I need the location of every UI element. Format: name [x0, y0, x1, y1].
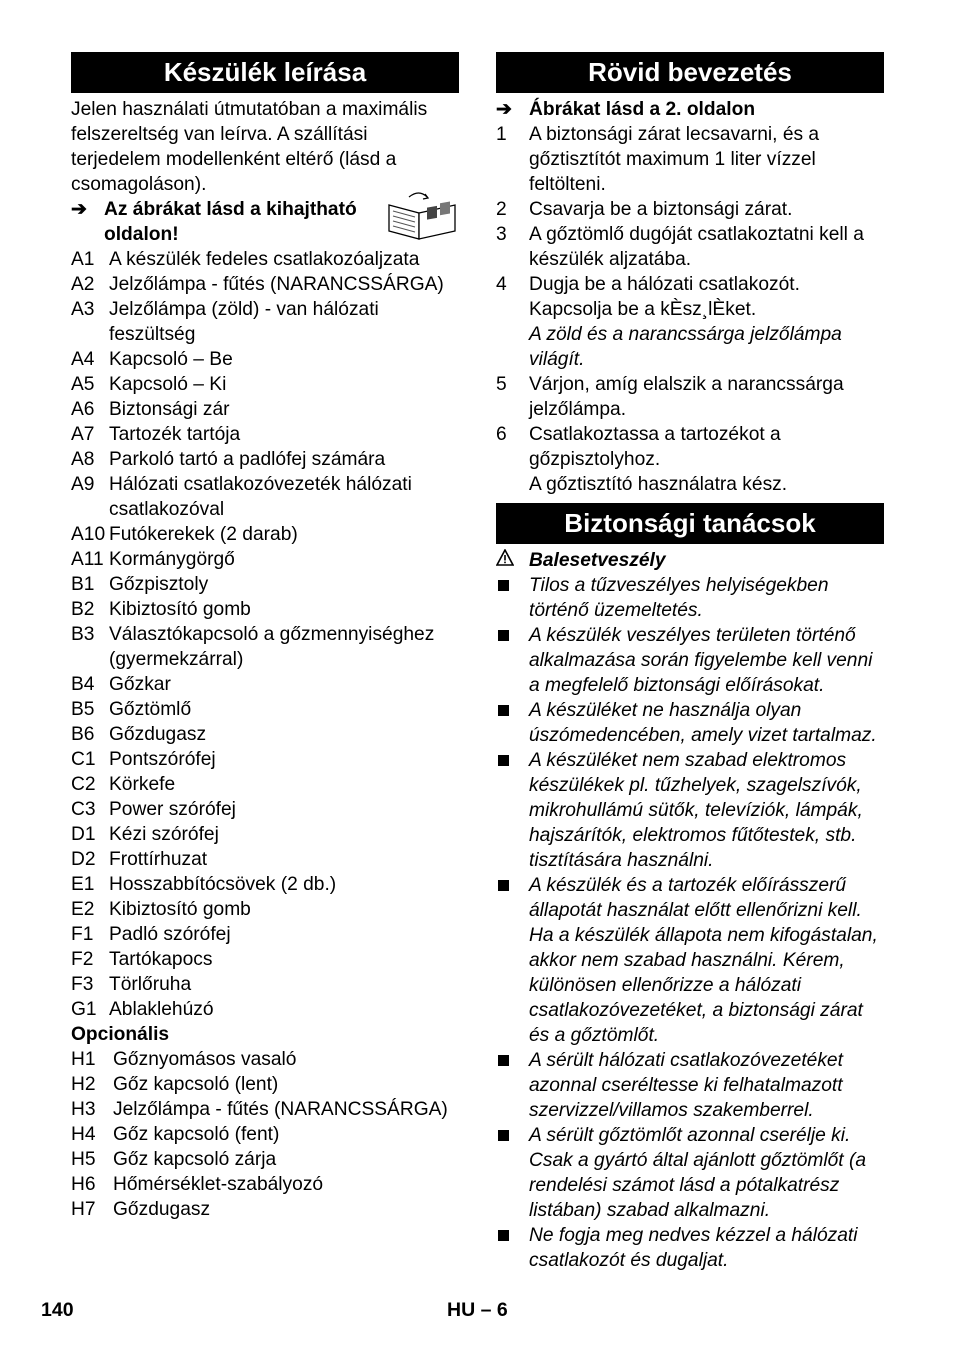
legend-item [71, 672, 459, 697]
legend-item [71, 547, 459, 572]
legend-item [71, 822, 459, 847]
legend-text: Kapcsoló – Ki [109, 374, 227, 395]
legend-code: A11 [71, 549, 104, 570]
legend-text: Gőztömlő [109, 699, 192, 720]
figure-note-right [496, 97, 884, 122]
legend-item [71, 572, 459, 597]
arrow-right-icon: ➔ [496, 99, 513, 120]
legend-text: Jelzőlámpa (zöld) - van hálózati feszültség [109, 299, 379, 345]
parts-legend [71, 247, 459, 1022]
legend-text: Hosszabbítócsövek (2 db.) [109, 874, 337, 895]
legend-text: Gőz kapcsoló (fent) [113, 1124, 280, 1145]
quick-start-steps [496, 122, 884, 497]
page-number: 140 [41, 1299, 74, 1321]
legend-item [71, 522, 459, 547]
legend-text: Kapcsoló – Be [109, 349, 233, 370]
legend-item [71, 622, 459, 672]
step-text: Kapcsolja be a kÈsz¸lÈket. [529, 299, 757, 320]
legend-code: H3 [71, 1099, 96, 1120]
step-text: A biztonsági zárat lecsavarni, és a gőztisztítót maximum 1 liter vízzel feltölteni. [529, 124, 820, 195]
figure-note-row [71, 197, 459, 247]
safety-bullet [496, 873, 884, 1048]
legend-code: D2 [71, 849, 96, 870]
legend-text: Tartozék tartója [109, 424, 241, 445]
legend-text: Power szórófej [109, 799, 236, 820]
warning-triangle-icon [496, 548, 529, 573]
step-body [529, 122, 884, 197]
step-note: A zöld és a narancssárga jelzőlámpa világít. [529, 324, 842, 370]
legend-code: B1 [71, 574, 95, 595]
legend-text: Frottírhuzat [109, 849, 208, 870]
legend-item [71, 372, 459, 397]
legend-code: C3 [71, 799, 96, 820]
step-body [529, 222, 884, 272]
legend-code: A4 [71, 349, 95, 370]
legend-item [71, 897, 459, 922]
optional-heading: Opcionális [71, 1024, 170, 1045]
step-number: 1 [496, 124, 507, 145]
legend-code: E1 [71, 874, 95, 895]
step-item [496, 272, 884, 372]
step-item [496, 197, 884, 222]
legend-text: Kormánygörgő [109, 549, 235, 570]
legend-code: B3 [71, 624, 95, 645]
legend-item [71, 972, 459, 997]
legend-code: B2 [71, 599, 95, 620]
legend-code: B4 [71, 674, 95, 695]
legend-item [71, 747, 459, 772]
step-item [496, 222, 884, 272]
step-text: Csatlakoztassa a tartozékot a gőzpisztolyhoz. [529, 424, 781, 470]
safety-bullet [496, 1223, 884, 1273]
legend-text: Kibiztosító gomb [109, 899, 251, 920]
bullet-square-icon [496, 1223, 529, 1273]
legend-item [71, 997, 459, 1022]
language-page-indicator: HU – 6 [447, 1299, 508, 1321]
legend-code: A9 [71, 474, 95, 495]
section-heading-safety: Biztonsági tanácsok [496, 503, 884, 544]
step-body [529, 197, 792, 222]
legend-item [71, 347, 459, 372]
legend-code: H2 [71, 1074, 96, 1095]
legend-text: Pontszórófej [109, 749, 216, 770]
safety-bullet-text: Tilos a tűzveszélyes helyiségekben történő üzemeltetés. [529, 575, 829, 621]
legend-code: A10 [71, 524, 106, 545]
bullet-square-icon [496, 1048, 529, 1123]
safety-bullet-text: A készülék veszélyes területen történő alkalmazása során figyelembe kell venni a megfelelő biztonsági előírásokat. [529, 625, 873, 696]
foldout-book-icon [385, 191, 459, 241]
legend-code: F2 [71, 949, 94, 970]
legend-code: H6 [71, 1174, 96, 1195]
legend-text: Gőz kapcsoló (lent) [113, 1074, 279, 1095]
legend-text: Padló szórófej [109, 924, 231, 945]
legend-text: Jelzőlámpa - fűtés (NARANCSSÁRGA) [113, 1099, 448, 1120]
legend-item [71, 272, 459, 297]
legend-text: Gőzkar [109, 674, 171, 695]
danger-label-text: Balesetveszély [529, 550, 666, 571]
legend-item [71, 722, 459, 747]
legend-item [71, 1122, 459, 1147]
legend-item [71, 397, 459, 422]
legend-code: A7 [71, 424, 95, 445]
legend-code: A2 [71, 274, 95, 295]
legend-text: Gőz kapcsoló zárja [113, 1149, 277, 1170]
safety-bullet-text: A sérült hálózati csatlakozóvezetéket azonnal cseréltesse ki felhatalmazott szervizzel/villamos szakemberrel. [529, 1050, 843, 1121]
legend-code: D1 [71, 824, 96, 845]
legend-code: H4 [71, 1124, 96, 1145]
legend-code: C1 [71, 749, 96, 770]
safety-bullet [496, 698, 884, 748]
legend-text: Gőzdugasz [113, 1199, 211, 1220]
legend-item [71, 872, 459, 897]
legend-text: Gőznyomásos vasaló [113, 1049, 297, 1070]
legend-code: A8 [71, 449, 95, 470]
legend-text: Gőzdugasz [109, 724, 207, 745]
legend-item [71, 1072, 459, 1097]
legend-code: H1 [71, 1049, 96, 1070]
safety-bullet-text: A készülék és a tartozék előírásszerű állapotát használat előtt ellenőrizni kell. Ha a készülék állapota nem kifogástalan, akkor nem szabad használni. Kérem, különösen ellenőrizze a hálózati csatlakozóvezetéket, a biztonsági zárat és a gőztömlőt. [529, 875, 878, 1046]
safety-bullet-text: A készüléket nem szabad elektromos készülékek pl. tűzhelyek, szagelszívók, mikrohullámú sütők, televíziók, lámpák, hajszárítók, elektromos fűtőtestek, stb. tisztítására használni. [529, 750, 863, 871]
step-number: 4 [496, 274, 507, 295]
legend-code: E2 [71, 899, 95, 920]
legend-item [71, 1197, 459, 1222]
legend-item [71, 1147, 459, 1172]
step-number: 3 [496, 224, 507, 245]
step-text: Dugja be a hálózati csatlakozót. [529, 274, 800, 295]
legend-code: F1 [71, 924, 94, 945]
safety-bullet-text: A készüléket ne használja olyan úszómedencében, amely vizet tartalmaz. [529, 700, 877, 746]
legend-text: Parkoló tartó a padlófej számára [109, 449, 386, 470]
safety-bullet [496, 1123, 884, 1223]
bullet-square-icon [496, 698, 529, 748]
step-body [529, 372, 884, 422]
legend-text: Gőzpisztoly [109, 574, 209, 595]
bullet-square-icon [496, 748, 529, 873]
legend-text: Törlőruha [109, 974, 192, 995]
step-text: A gőztisztító használatra kész. [529, 474, 788, 495]
legend-text: Hőmérséklet-szabályozó [113, 1174, 324, 1195]
legend-text: Jelzőlámpa - fűtés (NARANCSSÁRGA) [109, 274, 444, 295]
intro-paragraph: Jelen használati útmutatóban a maximális felszereltség van leírva. A szállítási terjedelem modellenként eltérő (lásd a csomagoláson). [71, 99, 428, 195]
right-column [496, 52, 884, 1273]
legend-item [71, 247, 459, 272]
legend-code: F3 [71, 974, 94, 995]
step-item [496, 372, 884, 422]
legend-code: A1 [71, 249, 95, 270]
figure-note [71, 197, 361, 247]
legend-code: G1 [71, 999, 97, 1020]
legend-item [71, 597, 459, 622]
figure-note-right-text: Ábrákat lásd a 2. oldalon [529, 99, 756, 120]
legend-text: Ablaklehúzó [109, 999, 214, 1020]
step-text: Csavarja be a biztonsági zárat. [529, 199, 793, 220]
safety-bullet-text: A sérült gőztömlőt azonnal cserélje ki. Csak a gyártó által ajánlott gőztömlőt (a rendelési számot lásd a pótalkatrész listában) szabad alkalmazni. [529, 1125, 867, 1221]
step-text: A gőztömlő dugóját csatlakoztatni kell a készülék aljzatába. [529, 224, 864, 270]
bullet-square-icon [496, 623, 529, 698]
legend-code: C2 [71, 774, 96, 795]
step-body [529, 272, 884, 372]
legend-text: Tartókapocs [109, 949, 213, 970]
legend-item [71, 1172, 459, 1197]
legend-item [71, 847, 459, 872]
step-body [529, 422, 884, 497]
legend-text: Kibiztosító gomb [109, 599, 251, 620]
safety-bullet [496, 623, 884, 698]
legend-text: Futókerekek (2 darab) [109, 524, 298, 545]
legend-code: B6 [71, 724, 95, 745]
step-text: Várjon, amíg elalszik a narancssárga jelzőlámpa. [529, 374, 844, 420]
safety-bullet [496, 573, 884, 623]
legend-text: Választókapcsoló a gőzmennyiséghez (gyermekzárral) [109, 624, 435, 670]
section-heading-quick-start: Rövid bevezetés [496, 52, 884, 93]
section-heading-device-description: Készülék leírása [71, 52, 459, 93]
legend-code: A3 [71, 299, 95, 320]
optional-parts-legend [71, 1047, 459, 1222]
bullet-square-icon [496, 873, 529, 1048]
legend-item [71, 697, 459, 722]
legend-item [71, 1047, 459, 1072]
legend-code: H7 [71, 1199, 96, 1220]
legend-item [71, 947, 459, 972]
legend-item [71, 797, 459, 822]
safety-bullets [496, 573, 884, 1273]
legend-text: Biztonsági zár [109, 399, 230, 420]
arrow-right-icon: ➔ [71, 199, 88, 220]
legend-item [71, 447, 459, 472]
left-column [71, 52, 459, 1222]
step-item [496, 122, 884, 197]
legend-item [71, 772, 459, 797]
safety-bullet [496, 1048, 884, 1123]
legend-text: Hálózati csatlakozóvezeték hálózati csatlakozóval [109, 474, 412, 520]
bullet-square-icon [496, 573, 529, 623]
safety-bullet [496, 748, 884, 873]
legend-code: H5 [71, 1149, 96, 1170]
step-number: 5 [496, 374, 507, 395]
legend-item [71, 1097, 459, 1122]
legend-item [71, 472, 459, 522]
legend-text: Kézi szórófej [109, 824, 219, 845]
legend-item [71, 922, 459, 947]
step-number: 2 [496, 199, 507, 220]
legend-item [71, 422, 459, 447]
danger-label [496, 548, 884, 573]
legend-code: A6 [71, 399, 95, 420]
bullet-square-icon [496, 1123, 529, 1223]
legend-code: B5 [71, 699, 95, 720]
legend-text: Körkefe [109, 774, 176, 795]
legend-text: A készülék fedeles csatlakozóaljzata [109, 249, 420, 270]
step-number: 6 [496, 424, 507, 445]
legend-item [71, 297, 459, 347]
safety-bullet-text: Ne fogja meg nedves kézzel a hálózati csatlakozót és dugaljat. [529, 1225, 858, 1271]
step-item [496, 422, 884, 497]
legend-code: A5 [71, 374, 95, 395]
figure-note-text: Az ábrákat lásd a kihajtható oldalon! [104, 199, 357, 245]
